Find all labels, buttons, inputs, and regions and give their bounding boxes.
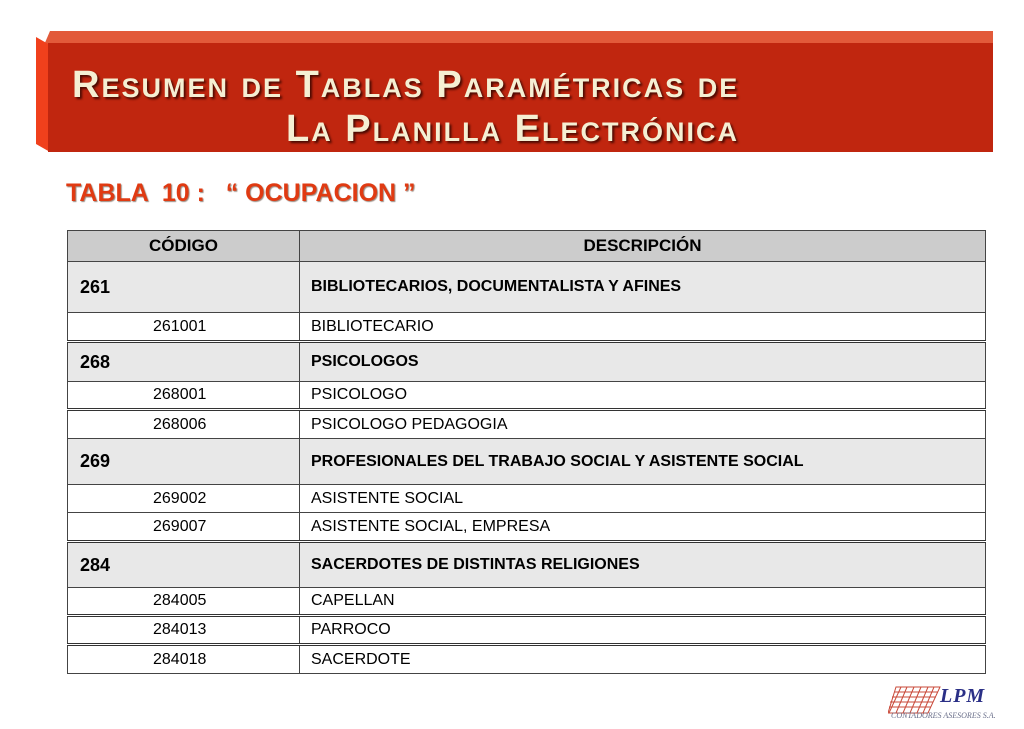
page-title-line-2: La Planilla Electrónica [286,108,739,150]
row-description: PSICOLOGO [300,382,986,410]
table-row [68,513,986,542]
row-description: ASISTENTE SOCIAL [300,485,986,513]
table-row-group [68,262,986,313]
table-row-group [68,542,986,588]
row-description: PSICOLOGOS [300,342,986,382]
row-description: ASISTENTE SOCIAL, EMPRESA [300,513,986,542]
row-description: BIBLIOTECARIO [300,313,986,342]
row-code: 261001 [68,313,300,342]
company-logo [888,683,1006,723]
row-code: 284005 [68,588,300,616]
row-code: 268 [68,342,300,382]
row-code: 269002 [68,485,300,513]
page-title [48,63,957,151]
column-header-code: CÓDIGO [68,231,300,262]
table-header-row [68,231,986,262]
table-row [68,616,986,645]
row-code: 284018 [68,645,300,674]
row-code: 268001 [68,382,300,410]
table-row-group [68,342,986,382]
row-code: 268006 [68,410,300,439]
table-row [68,410,986,439]
logo-tagline: CONTADORES ASESORES S.A. [891,711,996,720]
row-code: 284 [68,542,300,588]
title-banner [36,31,993,152]
table-subtitle: TABLA 10 : “ OCUPACION ” [66,179,416,207]
table-row [68,645,986,674]
page-title-line-1: Resumen de Tablas Paramétricas de [72,64,740,106]
banner-face [48,43,993,152]
row-description: PSICOLOGO PEDAGOGIA [300,410,986,439]
table-row [68,382,986,410]
occupation-table [67,230,986,674]
row-description: PROFESIONALES DEL TRABAJO SOCIAL Y ASISTENTE SOCIAL [300,439,986,485]
row-description: BIBLIOTECARIOS, DOCUMENTALISTA Y AFINES [300,262,986,313]
row-code: 261 [68,262,300,313]
row-description: PARROCO [300,616,986,645]
table-row [68,588,986,616]
row-code: 269 [68,439,300,485]
row-description: CAPELLAN [300,588,986,616]
logo-name: LPM [940,685,986,707]
table-row [68,313,986,342]
column-header-description: DESCRIPCIÓN [300,231,986,262]
table-row-group [68,439,986,485]
table-row [68,485,986,513]
row-description: SACERDOTES DE DISTINTAS RELIGIONES [300,542,986,588]
row-code: 284013 [68,616,300,645]
row-description: SACERDOTE [300,645,986,674]
row-code: 269007 [68,513,300,542]
